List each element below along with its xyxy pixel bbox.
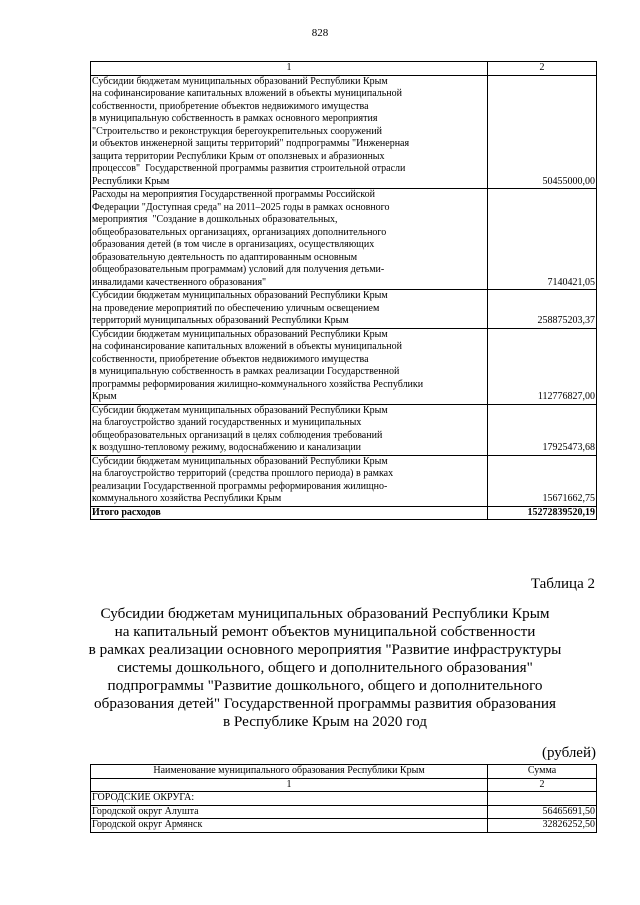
municipality-name: Городской округ Алушта <box>91 805 488 819</box>
table-row <box>91 455 597 506</box>
row-description: Субсидии бюджетам муниципальных образований Республики Крым на благоустройство территорий (средства прошлого периода) в рамках реализации Государственной программы реформирования жилищно- коммунального хозяйства Республики Крым <box>91 455 488 506</box>
total-row <box>91 506 597 520</box>
page-number: 828 <box>311 27 329 39</box>
section-heading: ГОРОДСКИЕ ОКРУГА: <box>91 792 488 806</box>
row-amount: 258875203,37 <box>488 290 597 329</box>
subsidies-table <box>90 61 597 520</box>
table-row <box>91 189 597 290</box>
row-amount: 112776827,00 <box>488 328 597 404</box>
table-title: Субсидии бюджетам муниципальных образований Республики Крым на капитальный ремонт объектов муниципальной собственности в рамках реализации основного мероприятия "Развитие инфраструктуры системы дошкольного, общего и дополнительного образования" подпрограммы "Развитие дошкольного, общего и дополнительного образования детей" Государственной программы развития образования в Республике Крым на 2020 год <box>88 605 562 730</box>
row-description: Субсидии бюджетам муниципальных образований Республики Крым на проведение мероприятий по обеспечению уличным освещением территорий муниципальных образований Республики Крым <box>91 290 488 329</box>
row-amount: 15671662,75 <box>488 455 597 506</box>
column-header-amount: Сумма <box>488 765 597 779</box>
section-amount-cell <box>488 792 597 806</box>
municipalities-table <box>90 764 597 833</box>
column-header-name: Наименование муниципального образования Республики Крым <box>91 765 488 779</box>
table-row <box>91 75 597 189</box>
row-amount: 17925473,68 <box>488 404 597 455</box>
column-number-row <box>91 778 597 792</box>
units-label: (рублей) <box>541 745 596 761</box>
row-amount: 50455000,00 <box>488 75 597 189</box>
column-number-2: 2 <box>488 62 597 76</box>
municipality-amount: 56465691,50 <box>488 805 597 819</box>
municipality-name: Городской округ Армянск <box>91 819 488 833</box>
table-row <box>91 819 597 833</box>
table-label: Таблица 2 <box>530 576 595 592</box>
column-number-2: 2 <box>488 778 597 792</box>
row-description: Субсидии бюджетам муниципальных образований Республики Крым на благоустройство зданий государственных и муниципальных общеобразовательных организаций в целях соблюдения требований к воздушно-тепловому режиму, водоснабжению и канализации <box>91 404 488 455</box>
row-description: Субсидии бюджетам муниципальных образований Республики Крым на софинансирование капитальных вложений в объекты муниципальной собственности, приобретение объектов недвижимого имущества в муниципальную собственность в рамках основного мероприятия "Строительство и реконструкция берегоукрепительных сооружений и объектов инженерной защиты территорий" подпрограммы "Инженерная защита территории Республики Крым от оползневых и абразионных процессов" Государственной программы развития строительной отрасли Республики Крым <box>91 75 488 189</box>
row-description: Расходы на мероприятия Государственной программы Российской Федерации "Доступная среда" на 2011–2025 годы в рамках основного мероприятия "Создание в дошкольных образовательных, общеобразовательных организациях, организациях дополнительного образования детей (в том числе в организациях, осуществляющих образовательную деятельность по адаптированным основным общеобразовательным программам) условий для получения детьми- инвалидами качественного образования" <box>91 189 488 290</box>
table-row <box>91 404 597 455</box>
column-number-1: 1 <box>91 62 488 76</box>
total-label: Итого расходов <box>91 506 488 520</box>
table-row <box>91 328 597 404</box>
total-amount: 15272839520,19 <box>488 506 597 520</box>
row-amount: 7140421,05 <box>488 189 597 290</box>
municipality-amount: 32826252,50 <box>488 819 597 833</box>
table-row <box>91 290 597 329</box>
row-description: Субсидии бюджетам муниципальных образований Республики Крым на софинансирование капитальных вложений в объекты муниципальной собственности, приобретение объектов недвижимого имущества в муниципальную собственность в рамках реализации Государственной программы реформирования жилищно-коммунального хозяйства Республики Крым <box>91 328 488 404</box>
column-number-1: 1 <box>91 778 488 792</box>
section-row <box>91 792 597 806</box>
table-header-row <box>91 62 597 76</box>
table-row <box>91 805 597 819</box>
table-header-row <box>91 765 597 779</box>
